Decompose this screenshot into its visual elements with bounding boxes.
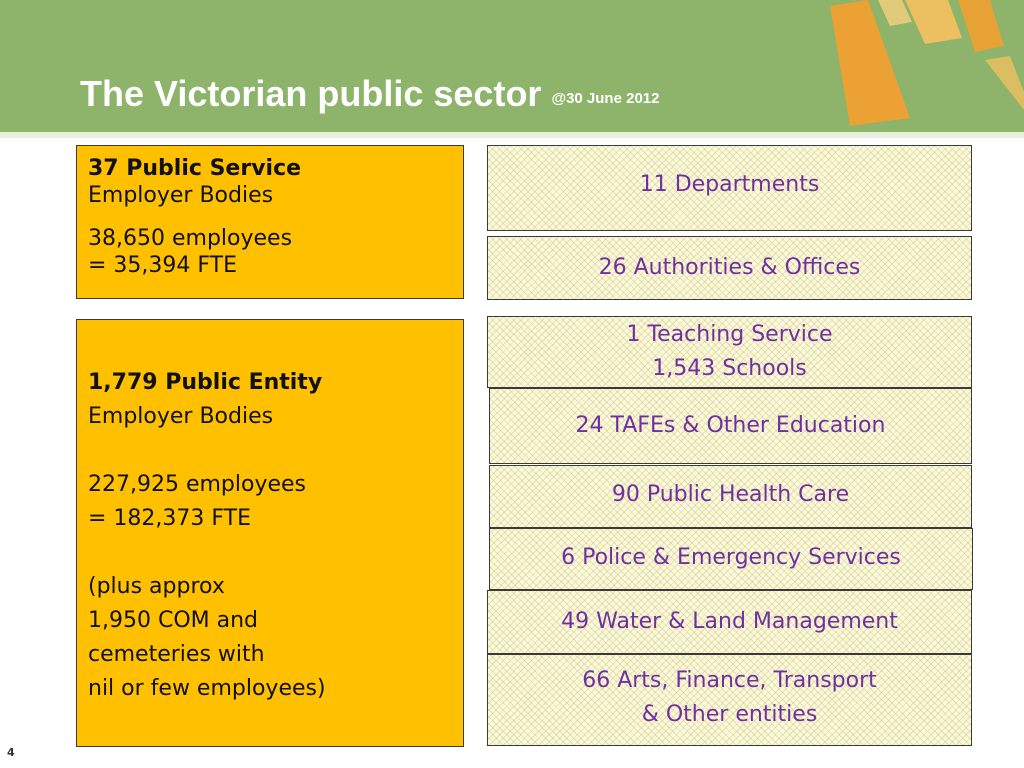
title-main: The Victorian public sector xyxy=(80,73,542,114)
health-box xyxy=(489,465,972,528)
page-title xyxy=(80,72,659,121)
tafes-label: 24 TAFEs & Other Education xyxy=(575,413,886,438)
arts-finance-box xyxy=(487,654,972,746)
police-label: 6 Police & Emergency Services xyxy=(561,545,901,570)
title-date: @30 June 2012 xyxy=(551,90,660,107)
health-label: 90 Public Health Care xyxy=(611,481,850,507)
public-service-box xyxy=(76,145,464,299)
public-service-fte: = 35,394 FTE xyxy=(88,253,238,278)
public-service-subheading: Employer Bodies xyxy=(88,183,274,208)
public-entity-employees: 227,925 employees xyxy=(88,472,307,497)
departments-box xyxy=(487,145,972,231)
public-entity-subheading: Employer Bodies xyxy=(88,404,274,429)
police-box xyxy=(489,528,973,590)
schools-label: 1,543 Schools xyxy=(652,356,807,381)
departments-label: 11 Departments xyxy=(639,172,820,197)
page-number: 4 xyxy=(7,746,15,759)
header-divider xyxy=(0,132,1024,138)
public-entity-note: 1,950 COM and xyxy=(88,608,259,633)
teaching-service-label: 1 Teaching Service xyxy=(626,322,833,347)
public-entity-box xyxy=(76,319,464,747)
public-entity-note: nil or few employees) xyxy=(88,676,326,701)
title-banner xyxy=(0,0,1024,132)
arts-finance-label: 66 Arts, Finance, Transport xyxy=(582,668,877,693)
authorities-label: 26 Authorities & Offices xyxy=(598,255,861,280)
public-entity-note: cemeteries with xyxy=(88,642,265,667)
authorities-box xyxy=(487,236,972,300)
tafes-box xyxy=(489,388,972,464)
public-entity-heading: 1,779 Public Entity xyxy=(88,370,323,395)
teaching-service-box xyxy=(487,316,972,388)
water-label: 49 Water & Land Management xyxy=(561,609,898,634)
public-service-employees: 38,650 employees xyxy=(88,226,293,251)
public-service-heading: 37 Public Service xyxy=(88,156,302,181)
public-entity-note: (plus approx xyxy=(88,574,225,599)
other-entities-label: & Other entities xyxy=(641,702,818,727)
water-box xyxy=(487,590,972,654)
public-entity-fte: = 182,373 FTE xyxy=(88,506,252,531)
